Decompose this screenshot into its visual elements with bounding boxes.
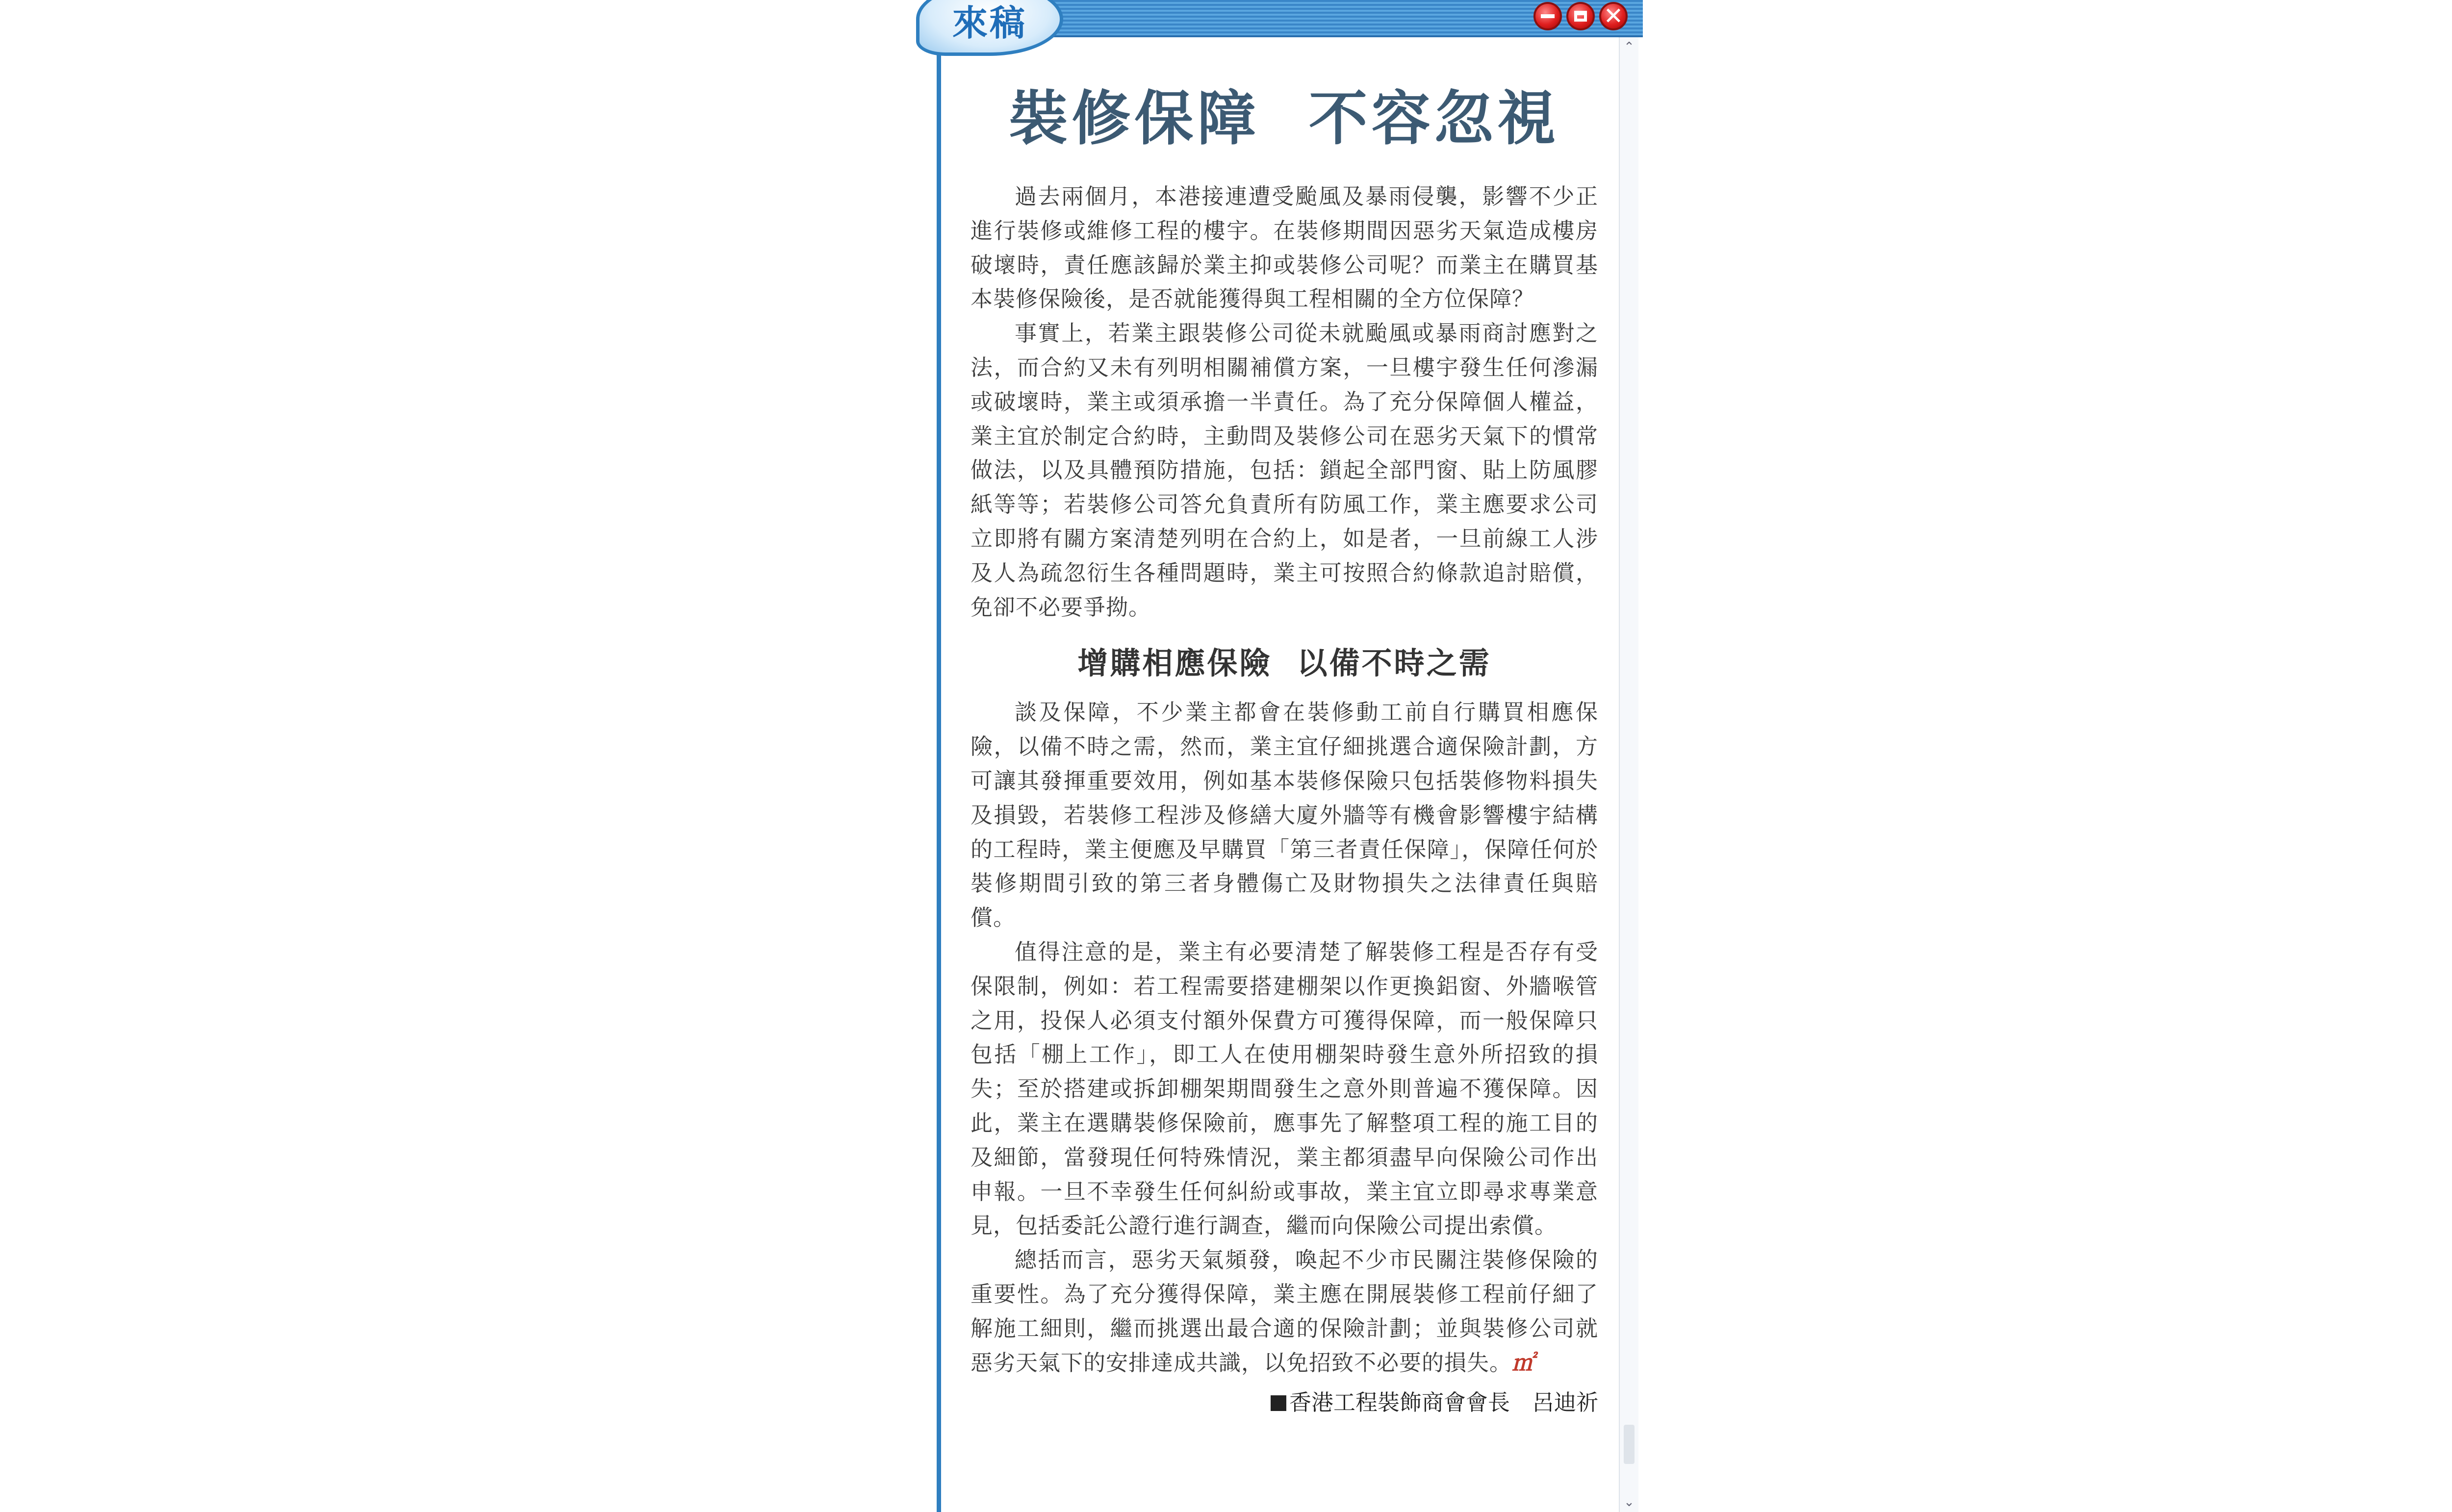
minimize-icon [1541,14,1555,18]
author-name: 香港工程裝飾商會會長 呂迪祈 [1289,1389,1598,1416]
bullet-square-icon [1271,1395,1286,1411]
maximize-icon [1574,11,1587,22]
scroll-up-arrow-icon[interactable]: ⌃ [1624,40,1635,54]
article-body [971,72,1598,1416]
article-paragraph: 值得注意的是，業主有必要清楚了解裝修工程是否存有受保限制，例如：若工程需要搭建棚架以作更換鋁窗、外牆喉管之用，投保人必須支付額外保費方可獲得保障，而一般保障只包括「棚上工作」，即工人在使用棚架時發生意外所招致的損失；至於搭建或拆卸棚架期間發生之意外則普遍不獲保障。因此，業主在選購裝修保險前，應事先了解整項工程的施工目的及細節，當發現任何特殊情況，業主都須盡早向保險公司作出申報。一旦不幸發生任何糾紛或事故，業主宜立即尋求專業意見，包括委託公證行進行調查，繼而向保險公司提出索償。 [971,938,1598,1239]
vertical-scrollbar[interactable] [1619,37,1638,1512]
minimize-button[interactable] [1533,2,1562,30]
article-window [932,0,1643,1512]
article-title: 裝修保障 不容忽視 [1009,84,1560,153]
article-paragraph: 談及保障，不少業主都會在裝修動工前自行購買相應保險，以備不時之需，然而，業主宜仔細挑選合適保險計劃，方可讓其發揮重要效用，例如基本裝修保險只包括裝修物料損失及損毀，若裝修工程涉及修繕大廈外牆等有機會影響樓宇結構的工程時，業主便應及早購買「第三者責任保障」，保障任何於裝修期間引致的第三者身體傷亡及財物損失之法律責任與賠償。 [971,699,1598,931]
final-paragraph-text: 總括而言，惡劣天氣頻發，喚起不少市民關注裝修保險的重要性。為了充分獲得保障，業主應在開展裝修工程前仔細了解施工細則，繼而挑選出最合適的保險計劃；並與裝修公司就惡劣天氣下的安排達成共識，以免招致不必要的損失。 [971,1247,1598,1376]
article-paragraph: 事實上，若業主跟裝修公司從未就颱風或暴雨商討應對之法，而合約又未有列明相關補償方案，一旦樓宇發生任何滲漏或破壞時，業主或須承擔一半責任。為了充分保障個人權益，業主宜於制定合約時，主動問及裝修公司在惡劣天氣下的慣常做法，以及具體預防措施，包括：鎖起全部門窗、貼上防風膠紙等等；若裝修公司答允負責所有防風工作，業主應要求公司立即將有關方案清楚列明在合約上，如是者，一旦前線工人涉及人為疏忽衍生各種問題時，業主可按照合約條款追討賠償，免卻不必要爭拗。 [971,320,1598,620]
article-paragraph: 過去兩個月，本港接連遭受颱風及暴雨侵襲，影響不少正進行裝修或維修工程的樓宇。在裝修期間因惡劣天氣造成樓房破壞時，責任應該歸於業主抑或裝修公司呢？而業主在購買基本裝修保險後，是否就能獲得與工程相關的全方位保障？ [971,183,1598,312]
close-button[interactable] [1599,2,1628,30]
scroll-thumb[interactable] [1624,1425,1635,1464]
article-subheading: 增購相應保險 以備不時之需 [1077,645,1491,681]
maximize-button[interactable] [1566,2,1595,30]
article-paragraph-final [971,1243,1598,1380]
author-line [971,1385,1598,1416]
end-mark-icon: ㎡ [1512,1349,1535,1376]
badge-label: 來稿 [952,2,1027,44]
article-frame [937,37,1635,1512]
close-icon: ✕ [1603,2,1624,30]
scroll-down-arrow-icon[interactable]: ⌄ [1624,1495,1635,1510]
